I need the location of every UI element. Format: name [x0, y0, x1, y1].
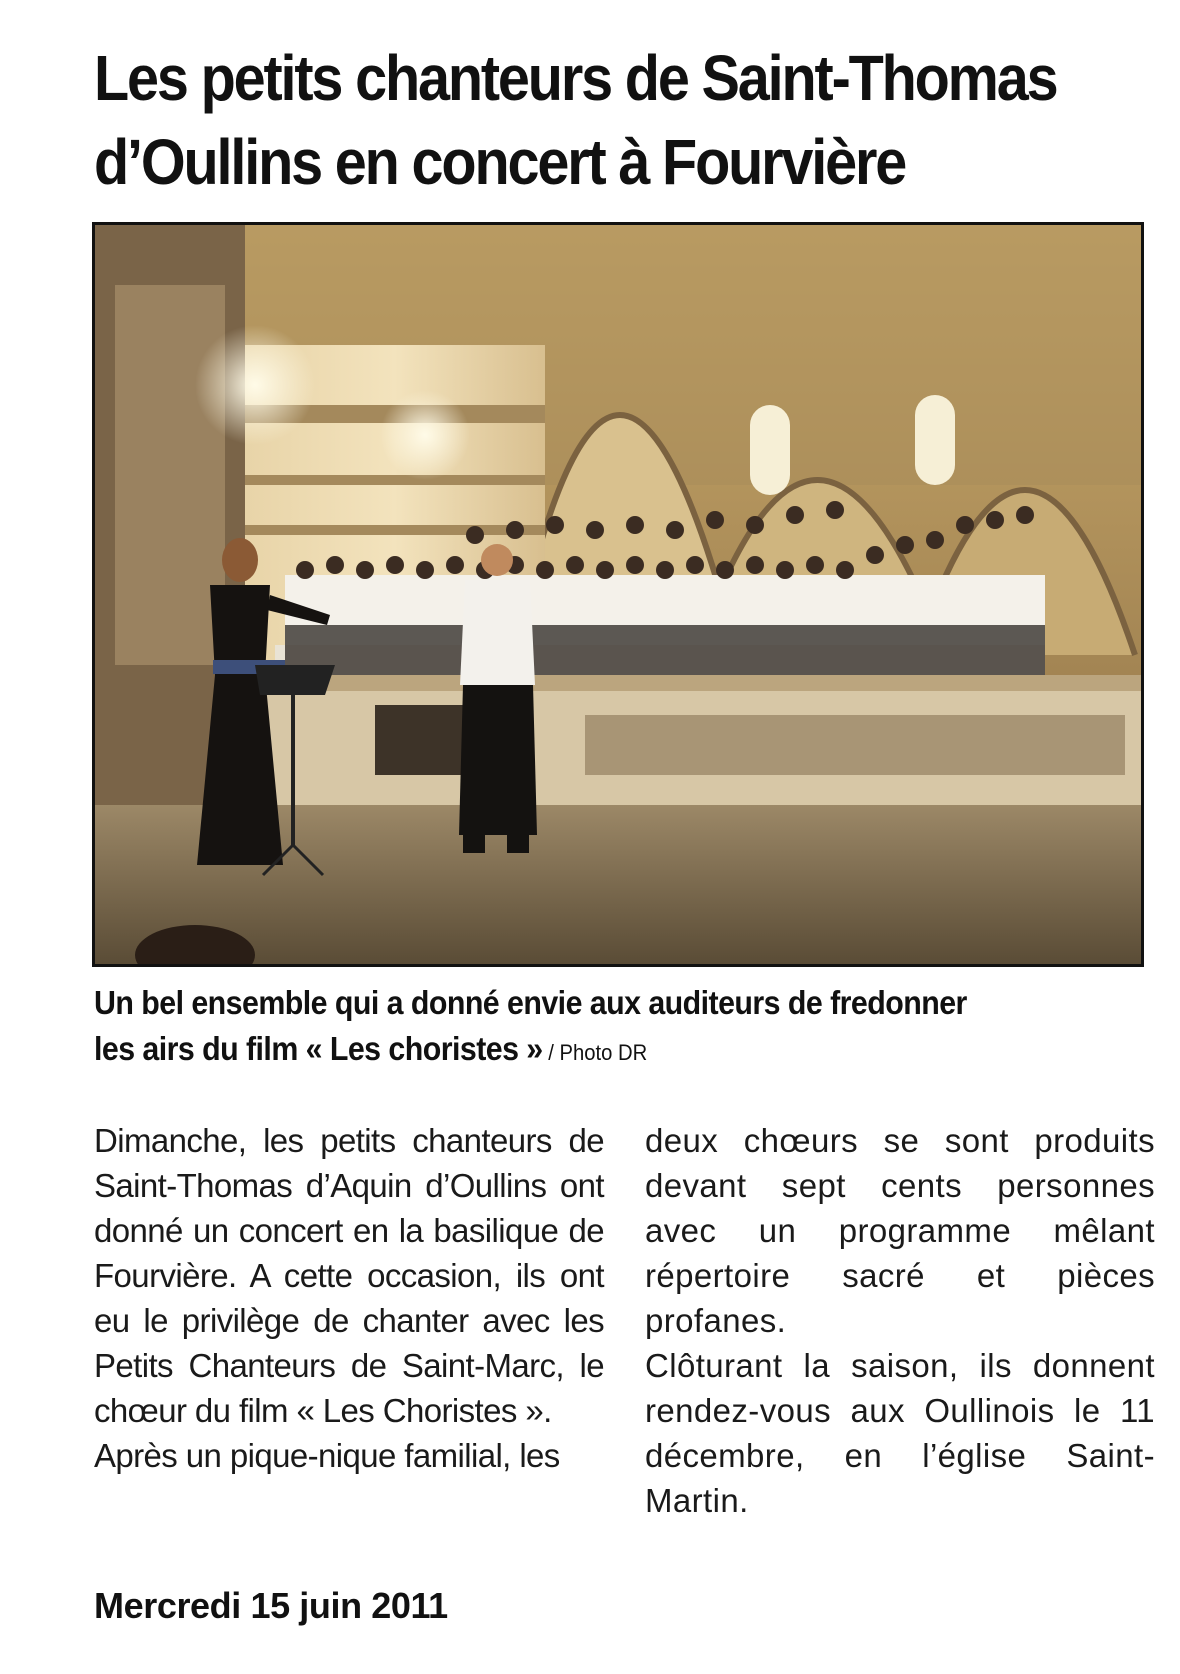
body-paragraph-2: Après un pique-nique familial, les — [94, 1437, 560, 1474]
caption-line-2-text: les airs du film « Les choristes » — [94, 1030, 543, 1067]
publication-date: Mercredi 15 juin 2011 — [94, 1585, 448, 1626]
body-column-left — [94, 1118, 604, 1478]
photo-caption — [94, 980, 1069, 1076]
body-paragraph-4: Clôturant la saison, ils donnent rendez-vous aux Oullinois le 11 décembre, en l’église Saint-Martin. — [645, 1347, 1155, 1519]
body-paragraph-3: deux chœurs se sont produits devant sept cents personnes avec un programme mêlant répertoire sacré et pièces profanes. — [645, 1122, 1155, 1339]
caption-line-2 — [94, 1026, 1069, 1076]
body-column-right — [645, 1118, 1155, 1523]
headline-line-1: Les petits chanteurs de Saint-Thomas — [94, 42, 1057, 114]
body-paragraph-1: Dimanche, les petits chanteurs de Saint-Thomas d’Aquin d’Oullins ont donné un concert en la basilique de Fourvière. A cette occasion, ils ont eu le privilège de chanter avec les Petits Chanteurs de Saint-Marc, le chœur du film « Les Choristes ». — [94, 1122, 604, 1429]
headline-line-2: d’Oullins en concert à Fourvière — [94, 126, 906, 198]
caption-line-1: Un bel ensemble qui a donné envie aux auditeurs de fredonner — [94, 984, 967, 1021]
concert-photo — [92, 222, 1144, 967]
photo-credit: / Photo DR — [542, 1040, 648, 1065]
headline — [94, 36, 1057, 204]
